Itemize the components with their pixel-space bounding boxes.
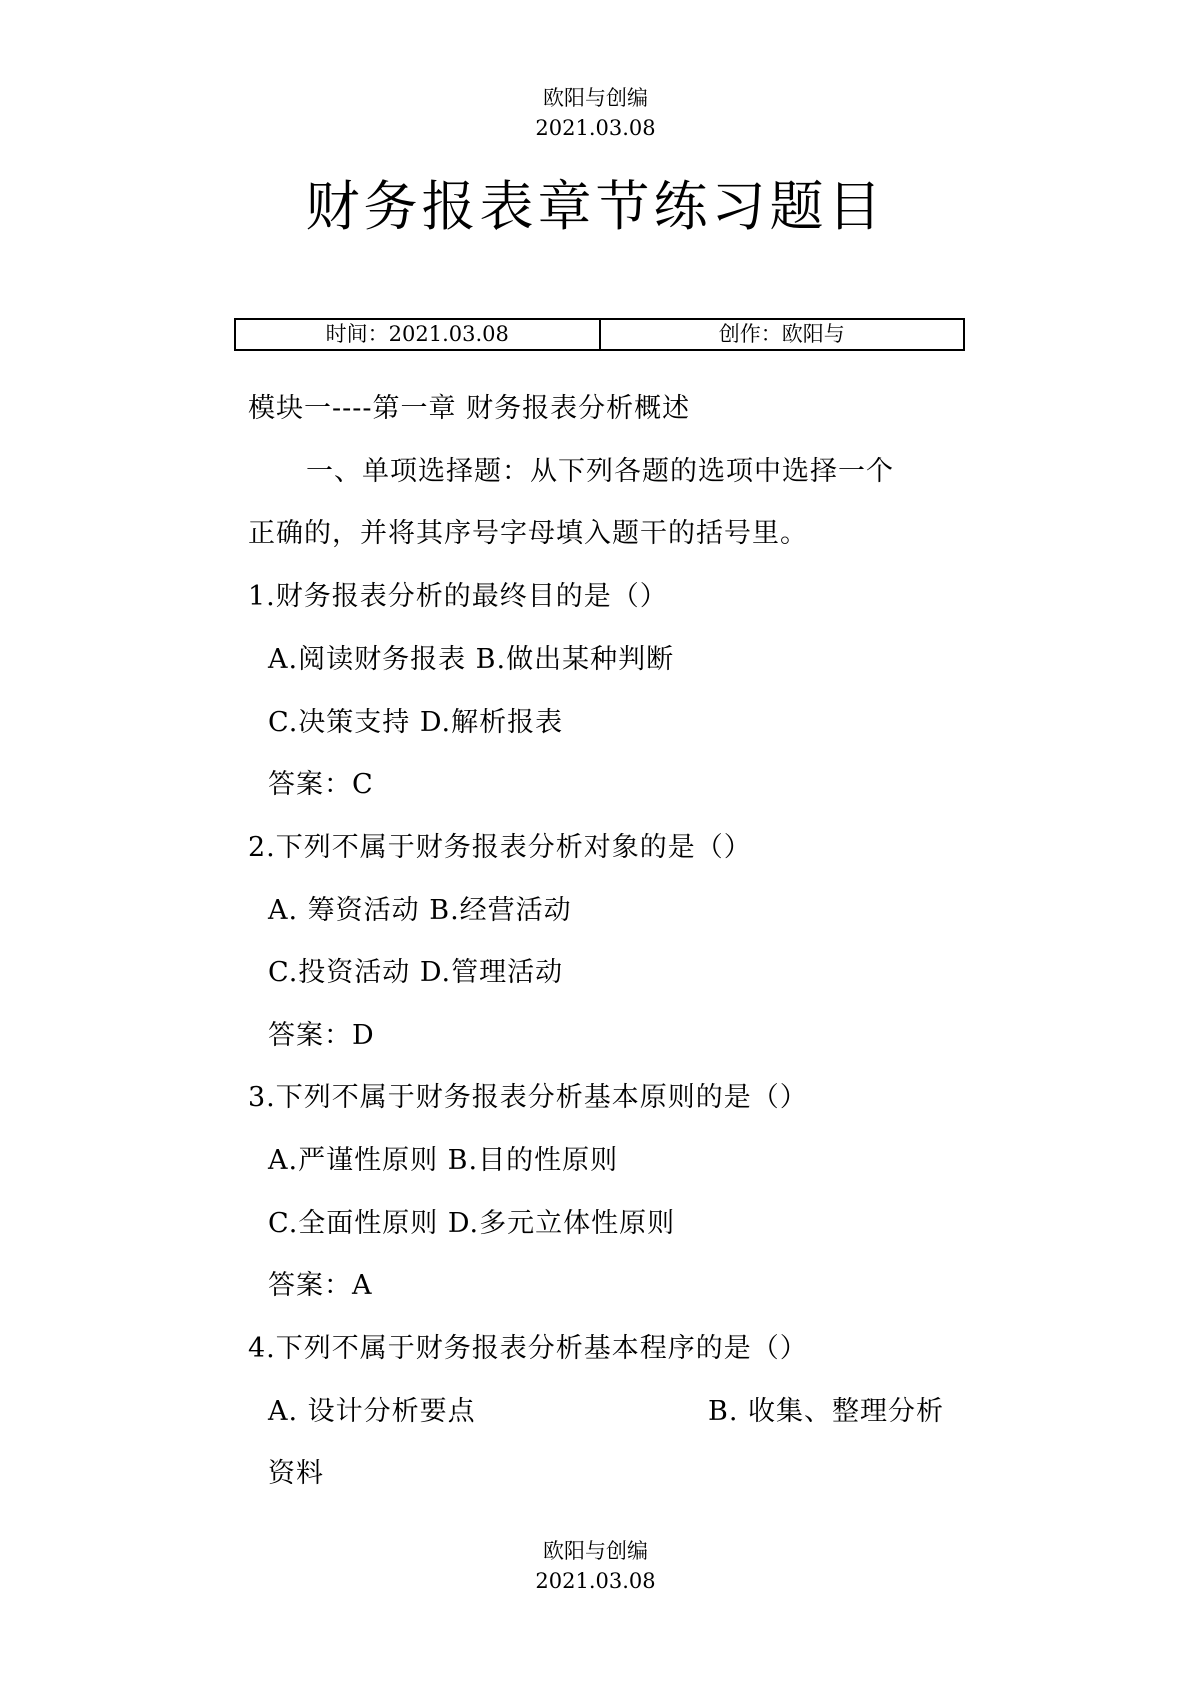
meta-creator: 创作：欧阳与 bbox=[599, 320, 964, 349]
page-header bbox=[0, 83, 1191, 143]
header-date: 2021.03.08 bbox=[535, 116, 656, 140]
question-2-options-ab: A. 筹资活动 B.经营活动 bbox=[268, 895, 572, 926]
meta-time: 时间：2021.03.08 bbox=[325, 322, 509, 346]
question-1-options-cd: C.决策支持 D.解析报表 bbox=[268, 707, 564, 738]
question-3-options-cd: C.全面性原则 D.多元立体性原则 bbox=[268, 1208, 676, 1239]
instruction-line-2: 正确的，并将其序号字母填入题干的括号里。 bbox=[248, 518, 808, 549]
question-1-answer: 答案：C bbox=[268, 769, 374, 800]
question-2-options-cd: C.投资活动 D.管理活动 bbox=[268, 957, 564, 988]
page-footer bbox=[0, 1536, 1191, 1596]
question-1-stem: 1.财务报表分析的最终目的是（） bbox=[248, 581, 668, 612]
question-4-option-b-continued: 资料 bbox=[268, 1458, 324, 1489]
question-4-stem: 4.下列不属于财务报表分析基本程序的是（） bbox=[248, 1333, 808, 1364]
document-title: 财务报表章节练习题目 bbox=[305, 175, 886, 238]
question-2-answer: 答案：D bbox=[268, 1020, 375, 1051]
module-heading: 模块一----第一章 财务报表分析概述 bbox=[248, 393, 691, 424]
question-4-option-a: A. 设计分析要点 bbox=[268, 1396, 476, 1427]
question-1-options-ab: A.阅读财务报表 B.做出某种判断 bbox=[268, 644, 675, 675]
meta-table bbox=[234, 318, 965, 351]
question-4-option-b: B. 收集、整理分析 bbox=[708, 1396, 945, 1427]
question-3-options-ab: A.严谨性原则 B.目的性原则 bbox=[268, 1145, 619, 1176]
header-author: 欧阳与创编 bbox=[543, 86, 648, 110]
question-2-stem: 2.下列不属于财务报表分析对象的是（） bbox=[248, 832, 752, 863]
footer-date: 2021.03.08 bbox=[535, 1569, 656, 1593]
instruction-line-1: 一、单项选择题：从下列各题的选项中选择一个 bbox=[306, 456, 894, 487]
question-3-stem: 3.下列不属于财务报表分析基本原则的是（） bbox=[248, 1082, 808, 1113]
footer-author: 欧阳与创编 bbox=[543, 1539, 648, 1563]
question-3-answer: 答案：A bbox=[268, 1270, 373, 1301]
